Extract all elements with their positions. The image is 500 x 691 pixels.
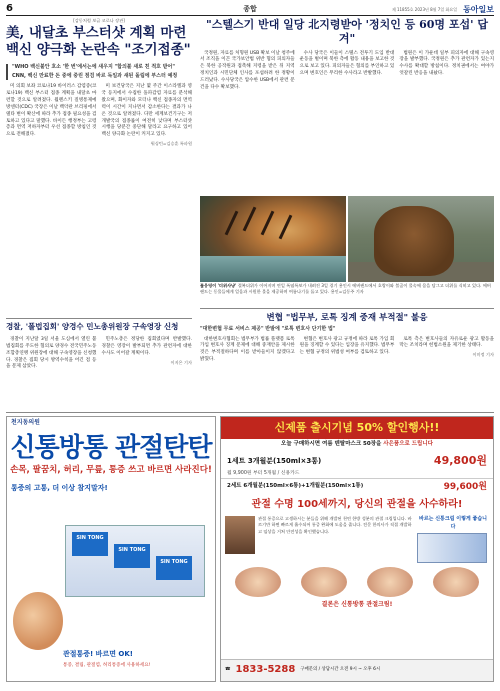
article-col-1: 미 의회 보좌 코로나19 바이러스 감염증(코로나19) 백신 부스터 접종 계획을 내달초 마련할 것으로 알려졌다. 월렌스키 질병통제예방센터(CDC) 국장은 이날 백악관 브리핑에서 델타 변이 확산에 따라 추가 접종 필요성을 검토하고 있다고 말했다. 바이든 행정부는 고령층과 면역 저하자부터 우선 접종할 방침인 것으로 전해졌다. bbox=[6, 84, 97, 138]
article-right-col-3: 법원은 이 가운데 일부 피의자에 대해 구속영장을 발부했다. 국정원은 추가 관련자가 있는지 수사를 확대할 방침이다. 정치권에서는 여야가 엇갈린 반응을 내놨다. bbox=[399, 50, 494, 77]
product-info bbox=[417, 516, 489, 563]
offer-1-price: 49,800원 bbox=[433, 453, 487, 467]
article-lawyers-col-2: 변협은 변호사 광고 규정에 따라 로톡 가입 회원을 징계할 수 있다는 입장을 유지했다. 법무부는 변협 규정의 위법성 여부를 검토하고 있다. bbox=[299, 336, 395, 356]
ad-tagline-a: 통증의 고통, bbox=[11, 483, 50, 492]
article-police bbox=[6, 322, 192, 410]
ad-right-panel bbox=[220, 416, 494, 682]
divider bbox=[6, 318, 192, 319]
ad-body-text: 관절 통증으로 고생하시는 분들을 위해 개발된 천연 한방 성분의 관절 크림입니다. 바르기만 하면 빠르게 흡수되어 통증 완화에 도움을 줍니다. 전문 한의사가 직접 개발하고 임상을 거쳐 안전성을 확인했습니다. bbox=[258, 516, 412, 534]
model-photo bbox=[13, 592, 63, 650]
usage-step bbox=[301, 567, 347, 597]
article-right-headline: "스텔스기 반대 일당 北지령받아 '정치인 등 60명 포섭' 답겨" bbox=[206, 18, 488, 46]
ad-bottom-line: 관절통증! 바르면 OK! bbox=[63, 650, 133, 658]
article-lawyers-body bbox=[200, 337, 494, 366]
usage-steps bbox=[221, 565, 493, 599]
offer-installment: 월 9,900원 부터 5개월 / 신용카드 bbox=[227, 470, 300, 476]
divider bbox=[6, 412, 494, 413]
tiger-stripe bbox=[261, 211, 275, 236]
article-right-col-1: 국정원, 자료를 처형원 USB 확보 이날 청주에서 조직을 이끈 국가보안법 위반 혐의 피의자들은 북한 공작원과 접촉해 지령을 받은 뒤 지역 정치인과 시민단체 인사를 포섭하려 한 정황이 드러났다. 수사당국은 압수한 USB에서 관련 문건을 다수 확보했다. bbox=[200, 50, 295, 91]
article-police-col-1: 경찰이 지난달 3일 서울 도심에서 열린 불법집회를 주도한 혐의로 양경수 전국민주노동조합총연맹 위원장에 대해 구속영장을 신청했다. 경찰은 집회 당시 방역수칙을 어긴 점 등을 문제 삼았다. bbox=[6, 336, 97, 370]
ad-tagline bbox=[7, 483, 215, 493]
usage-step bbox=[235, 567, 281, 597]
article-lawyers-byline: 이미정 기자 bbox=[472, 352, 494, 358]
subhead-2: CNN, 백신 만료한 돈 중에 중린 점검 바르 독일과 새된 돌림에 부스터 예정 bbox=[12, 72, 178, 79]
brand-logo: 동아일보 bbox=[463, 3, 494, 14]
photo-credit: 용인=김동주 기자 bbox=[330, 289, 364, 295]
ad-tagline-b: 더 이상 참지말자! bbox=[52, 483, 108, 492]
photo-caption-text: 절복더위가 이어지며 연일 폭염특보가 내려진 3일 경기 용인시 에버랜드에서 호랑이와 불곰이 물속에 몸을 담그고 더위를 식히고 있다. 에버랜드는 동물들에게 얼음과 시원한 물을 제공하며 여름나기를 돕고 있다. bbox=[200, 283, 491, 295]
article-subheads bbox=[6, 64, 192, 81]
promo-line bbox=[221, 439, 493, 451]
ad-cta: 결론은 신통방통 관절크림! bbox=[321, 600, 393, 608]
offer-2-label: 2세트 6개월분(150ml×6통)+1개월분(150ml×1통) bbox=[227, 483, 364, 490]
promo-a: 오늘 구매하시면 여름 덴탈마스크 50장을 bbox=[281, 440, 382, 447]
subhead-1: "WHO 백신불안 호소 '한 번'에서는에 새우지 "합의불 새로 친 적호 받어" bbox=[12, 63, 175, 70]
product-display bbox=[65, 525, 205, 597]
tiger-photo bbox=[200, 196, 346, 282]
article-police-body bbox=[6, 337, 192, 373]
article-police-col-2: 민주노총은 정당한 집회였다며 반발했다. 경찰은 영장이 발부되면 추가 관련자에 대한 수사도 이어갈 계획이다. bbox=[101, 336, 192, 356]
article-lawyers-headline: 변협 "법무부, 로톡 징계 중재 부적절" 불응 bbox=[266, 313, 428, 323]
photo-caption bbox=[200, 283, 494, 305]
ad-left-panel bbox=[6, 416, 216, 682]
article-lawyers-subhead: "대한변협 무료 서비스 제공" 반발에 "로톡 변호사 단기한 법" bbox=[200, 326, 336, 333]
divider bbox=[200, 308, 494, 309]
ad-slogan-b: 당신의 관절을 사수하라! bbox=[354, 498, 463, 510]
article-kicker: [감동처럼 보급 코로나 장관] bbox=[73, 18, 125, 23]
article-headline-1: 美, 내달초 부스터샷 계획 마련 bbox=[6, 25, 187, 42]
ad-footer bbox=[221, 659, 493, 681]
article-police-headline: 경찰, '폴법집회' 양경수 민노총위원장 구속영장 신청 bbox=[6, 322, 179, 331]
ad-subheadline: 손목, 팔꿈치, 허리, 무릎, 통증 쓰고 바르면 사라진다! bbox=[10, 465, 212, 476]
promo-b: 사은품으로 드립니다 bbox=[383, 440, 433, 447]
water bbox=[200, 256, 346, 282]
article-col-2: 미 보건당국은 지난 몇 주간 이스라엘과 영국 등지에서 수집한 돌파감염 자료를 분석해 왔으며, 화이자와 모더나 백신 접종자의 면역력이 시간이 지나면서 감소한다는 결과가 나온 것으로 알려졌다. 다만 세계보건기구는 저개발국의 접종률이 여전히 낮다며 부스터샷 시행을 당분간 중단해 달라고 요구하고 있어 백신 양극화 논란이 커지고 있다. bbox=[101, 84, 192, 138]
usage-step bbox=[433, 567, 479, 597]
article-lawyers-subhead-wrap bbox=[200, 326, 494, 333]
order-phone[interactable]: 1833-5288 bbox=[235, 664, 296, 676]
article-body bbox=[6, 84, 192, 147]
bear bbox=[374, 206, 454, 276]
page-header bbox=[6, 4, 494, 16]
page-number: 6 bbox=[6, 3, 13, 15]
section-title: 종합 bbox=[243, 5, 257, 14]
ad-slogan bbox=[221, 496, 493, 515]
ad-footer-text: 구매문의 / 상담시간 오전 9시 ~ 오후 6시 bbox=[300, 667, 381, 673]
tiger-stripe bbox=[279, 215, 293, 240]
article-police-byline: 이지은 기자 bbox=[170, 359, 192, 365]
product-box: SIN TONG bbox=[114, 544, 150, 568]
ad-clinic-logo: 천지동의원 bbox=[11, 419, 40, 426]
article-lawyers-col-3: 로톡 측은 변호사들의 자유로운 광고 활동을 막는 조치라며 헌법소원을 제기한 상태다. bbox=[399, 336, 494, 349]
product-box: SIN TONG bbox=[72, 532, 108, 556]
photo-caption-title: 물웅덩이 '더위사냥' bbox=[200, 283, 237, 288]
ad-slogan-a: 관절 수명 100세까지, bbox=[251, 498, 351, 510]
offer-2 bbox=[221, 478, 493, 496]
phone-icon: ☎ bbox=[225, 667, 231, 673]
article-main bbox=[6, 18, 192, 318]
offer-1 bbox=[221, 451, 493, 471]
photo-row bbox=[200, 196, 494, 282]
tiger-stripe bbox=[225, 211, 239, 236]
advertisement bbox=[6, 416, 494, 682]
article-right-body bbox=[200, 51, 494, 94]
product-tube bbox=[417, 533, 487, 563]
bear-photo bbox=[348, 196, 494, 282]
usage-step bbox=[367, 567, 413, 597]
ad-body bbox=[221, 514, 493, 565]
doctor-photo bbox=[225, 516, 255, 554]
article-headline-2: 백신 양극화 논란속 "조기접종" bbox=[6, 42, 191, 59]
article-right bbox=[200, 18, 494, 194]
product-box: SIN TONG bbox=[156, 556, 192, 580]
article-lawyers bbox=[200, 312, 494, 410]
date-line: 제 11855호 2023년 8월 7일 화요일 bbox=[391, 6, 458, 12]
offer-2-price: 99,600원 bbox=[443, 481, 487, 492]
article-lawyers-col-1: 대한변호사협회는 법무부가 법률 플랫폼 로톡 가입 변호사 징계 문제에 대해 중재안을 제시한 것은 부적절하다며 이를 받아들이지 않겠다고 밝혔다. bbox=[200, 336, 295, 363]
sale-banner: 신제품 출시기념 50% 할인행사!! bbox=[221, 417, 493, 439]
ad-main-headline: 신통방통 관절탄탄 bbox=[10, 432, 212, 463]
product-caption: 바르는 신통크림 이렇게 좋습니다 bbox=[418, 516, 487, 530]
ad-bottom-note: 통증, 결림, 관절염, 허리통증에 사용하세요! bbox=[63, 663, 151, 668]
tiger-stripe bbox=[243, 207, 257, 232]
article-right-col-2: 수사 당국은 이들이 스텔스 전투기 도입 반대 운동을 벌이며 북한 측에 활동 내용을 보고한 것으로 보고 있다. 피의자들은 혐의를 부인하고 있으며 변호인은 무리한 수사라고 반발했다. bbox=[299, 50, 395, 77]
offer-1-label: 1세트 3개월분(150ml×3통) bbox=[227, 456, 322, 465]
article-byline: 워싱턴=김승훈 특파원 bbox=[150, 141, 192, 147]
